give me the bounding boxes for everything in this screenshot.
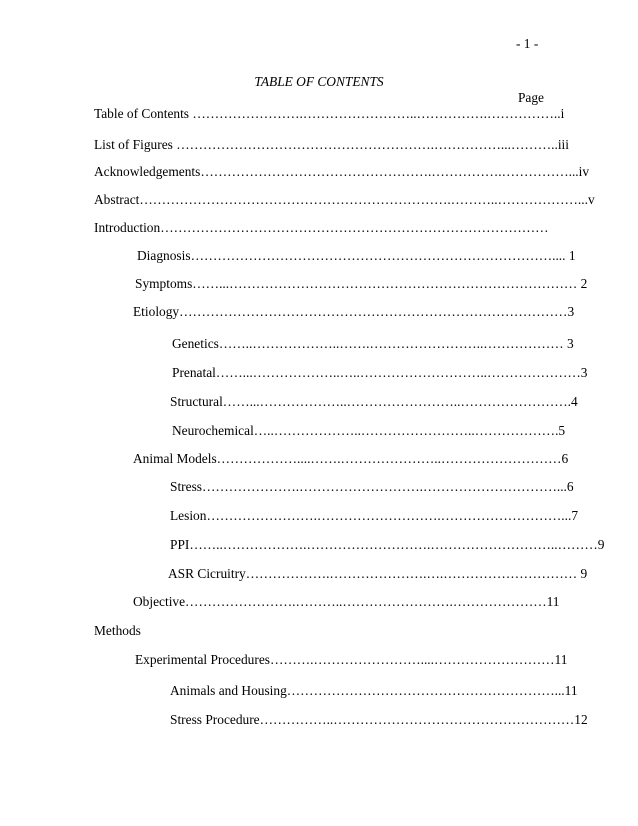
toc-entry: Animals and Housing……………………………………………………...11: [170, 683, 578, 698]
toc-entry: Table of Contents …………………….……………………..…………….……………..i: [94, 106, 565, 121]
toc-title: TABLE OF CONTENTS: [254, 74, 384, 89]
toc-entry: Neurochemical…..………………..……………………..……………….5: [172, 423, 566, 438]
toc-entry: Lesion…………………….……………………….………………………...7: [170, 508, 579, 523]
toc-entry: Genetics……..………………..…….……………………..……………… 3: [172, 336, 574, 351]
toc-entry: List of Figures ………………………………………………….……………...………..iii: [94, 137, 569, 152]
toc-entry: Experimental Procedures……….……………………....………………………11: [135, 652, 568, 667]
toc-entry: Structural……...………………..……………………..…………………….4: [170, 394, 578, 409]
toc-entry: Introduction……………………………………………………………………………: [94, 220, 549, 235]
toc-entry: Stress Procedure……………..………………………………………………12: [170, 712, 588, 727]
toc-entry: Diagnosis……………………………………………………………………….... 1: [137, 248, 576, 263]
toc-entry: Animal Models………………....…….…………………..………………………6: [133, 451, 569, 466]
toc-entry: Acknowledgements…………………………………………….…………….……………...iv: [94, 164, 590, 179]
toc-entry: Abstract…………………………………………………………….………..………………...v: [94, 192, 595, 207]
toc-entry: Stress………………….……………………….…………………………...6: [170, 479, 574, 494]
toc-entry: PPI……..……………….……………………….………………………..………9: [170, 537, 605, 552]
page-number: - 1 -: [516, 36, 539, 51]
toc-entry: Symptoms……...…………………………………………………………………… 2: [135, 276, 588, 291]
page-column-label: Page: [517, 90, 544, 105]
toc-entry: Etiology……………………………………………………………………………3: [133, 304, 575, 319]
section-heading-methods: Methods: [94, 623, 141, 638]
toc-entry: ASR Cicruitry……………….………………….….………………………… 9: [168, 566, 588, 581]
toc-entry: Prenatal……...………………..…..………………………..…………………3: [172, 365, 588, 380]
toc-entry: Objective…………………….………..…………………….…………………11: [133, 594, 560, 609]
